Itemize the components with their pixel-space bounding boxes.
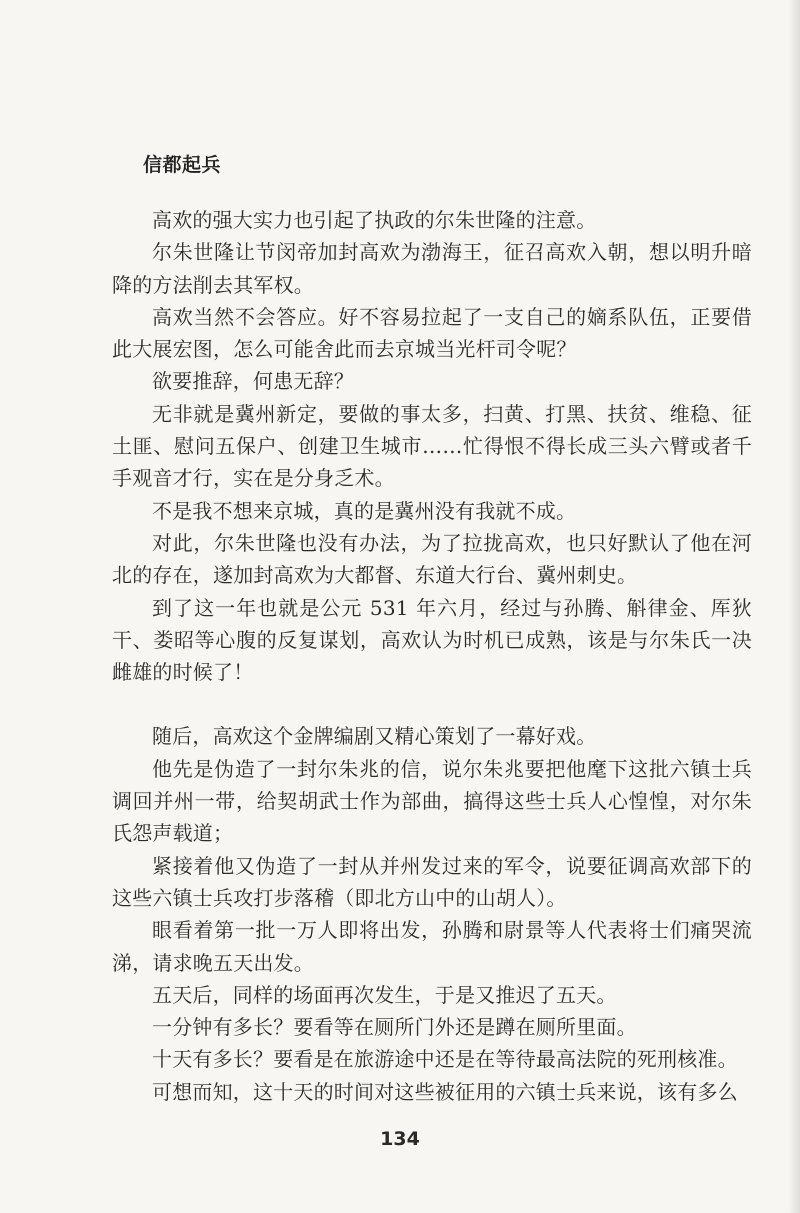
page-number: 134 — [380, 1128, 420, 1150]
paragraph: 高欢当然不会答应。好不容易拉起了一支自己的嫡系队伍，正要借此大展宏图，怎么可能舍此而去京城当光杆司令呢？ — [112, 304, 752, 362]
paragraph: 不是我不想来京城，真的是冀州没有我就不成。 — [152, 498, 577, 523]
paragraph: 高欢的强大实力也引起了执政的尔朱世隆的注意。 — [152, 208, 597, 232]
paragraph: 他先是伪造了一封尔朱兆的信，说尔朱兆要把他麾下这批六镇士兵调回并州一带，给契胡武士作为部曲，搞得这些士兵人心惶惶，对尔朱氏怨声载道； — [112, 756, 752, 846]
paragraph: 一分钟有多长？要看等在厕所门外还是蹲在厕所里面。 — [152, 1015, 637, 1040]
paragraph: 五天后，同样的场面再次发生，于是又推迟了五天。 — [152, 982, 617, 1007]
section-title: 信都起兵 — [143, 154, 222, 176]
paragraph: 十天有多长？要看是在旅游途中还是在等待最高法院的死刑核准。 — [152, 1047, 738, 1072]
body-text — [112, 204, 752, 1108]
paragraph: 欲要推辞，何患无辞？ — [152, 369, 354, 394]
paragraph: 对此，尔朱世隆也没有办法，为了拉拢高欢，也只好默认了他在河北的存在，遂加封高欢为大都督、东道大行台、冀州刺史。 — [112, 530, 752, 588]
paragraph: 到了这一年也就是公元 531 年六月，经过与孙腾、斛律金、厍狄干、娄昭等心腹的反复谋划，高欢认为时机已成熟，该是与尔朱氏一决雌雄的时候了！ — [112, 595, 752, 685]
paragraph: 紧接着他又伪造了一封从并州发过来的军令，说要征调高欢部下的这些六镇士兵攻打步落稽（即北方山中的山胡人）。 — [112, 853, 752, 910]
paragraph: 尔朱世隆让节闵帝加封高欢为渤海王，征召高欢入朝，想以明升暗降的方法削去其军权。 — [112, 240, 752, 297]
paragraph: 眼看着第一批一万人即将出发，孙腾和尉景等人代表将士们痛哭流涕，请求晚五天出发。 — [112, 918, 752, 975]
section-break — [112, 688, 752, 720]
paragraph: 可想而知，这十天的时间对这些被征用的六镇士兵来说，该有多么 — [152, 1079, 738, 1104]
paragraph: 随后，高欢这个金牌编剧又精心策划了一幕好戏。 — [152, 724, 597, 749]
paragraph: 无非就是冀州新定，要做的事太多，扫黄、打黑、扶贫、维稳、征土匪、慰问五保户、创建卫生城市……忙得恨不得长成三头六臂或者千手观音才行，实在是分身乏术。 — [112, 401, 752, 491]
page-edge-shadow — [788, 0, 800, 1213]
